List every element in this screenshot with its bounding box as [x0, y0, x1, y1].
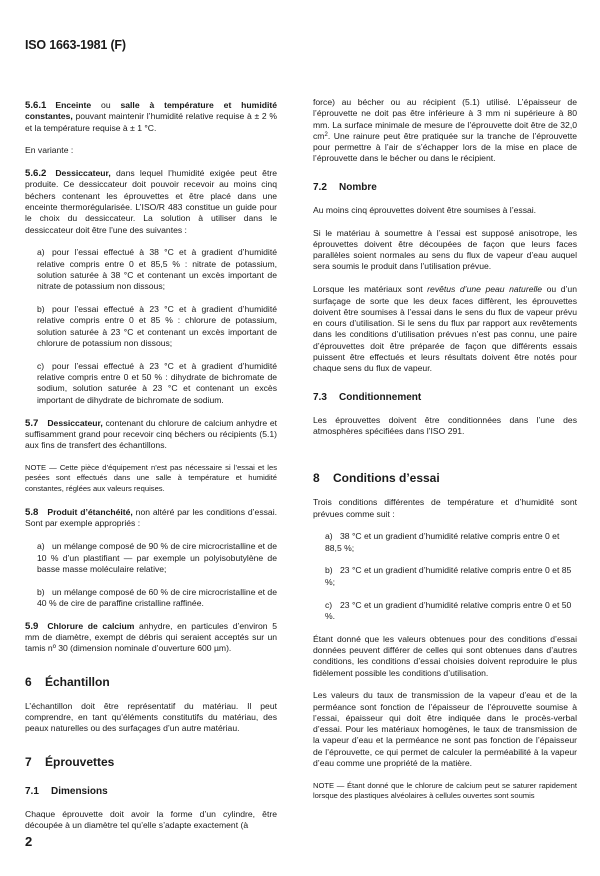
section-7-3-text: Les éprouvettes doivent être conditionnées dans l’une des atmosphères spécifiées dans l’ISO 291.: [313, 414, 577, 436]
emphasis: revêtus d’une peau naturelle: [427, 284, 543, 295]
variante-text: En variante :: [25, 145, 74, 156]
section-7-2-para-3: [313, 284, 577, 374]
item-label: c): [325, 599, 333, 610]
item-text: pour l’essai effectué à 23 °C et à gradient d’humidité relative compris entre 0 et 85 % : chlorure de potassium, solution saturée à 23 °C et contenant un excès important de chlorure de potassium non dissous;: [37, 304, 277, 349]
term: Enceinte: [55, 100, 92, 110]
section-number: 7: [25, 754, 32, 769]
clause-5-7: [25, 418, 277, 452]
item-label: b): [37, 586, 45, 597]
section-title: Éprouvettes: [45, 754, 115, 769]
subsection-number: 7.2: [313, 181, 327, 193]
item-label: a): [37, 541, 45, 552]
item-text: pour l’essai effectué à 38 °C et à gradient d’humidité relative compris entre 0 et 85,5 % : nitrate de potassium, solution saturée à 38 °C et contenant un excès important de nitrate de potassium non dissous;: [37, 247, 277, 292]
item-label: c): [37, 360, 45, 371]
clause-text: dans lequel l’humidité exigée peut être produite. Ce dessiccateur doit pouvoir recevoir au moins cinq béchers contenant les éprouvettes et être placé dans une enceinte thermorégularisée. L’ISO/R 483 constitue un guide pour le choix du dessiccateur. La solution à utiliser dans le dessiccateur doit être l’une des suivantes :: [25, 168, 277, 235]
term: Dessiccateur,: [55, 168, 111, 179]
section-heading-8: [313, 471, 577, 485]
term: Dessiccateur,: [47, 417, 103, 428]
clause-text: anhydre, en particules d’environ 5 mm de diamètre, exempt de débris qui seraient acceptés sur un tamis nº 30 (dimension nominale d’ouverture 600 µm).: [25, 620, 277, 654]
note: NOTE — Cette pièce d’équipement n’est pas nécessaire si l’essai et les pesées sont effectués dans une salle à température et humidité constantes, réglées aux valeurs requises.: [25, 462, 277, 493]
list-item: [325, 531, 577, 554]
item-label: b): [37, 304, 45, 315]
section-number: 8: [313, 471, 320, 486]
list-item: [37, 541, 277, 575]
section-7-1-text: Chaque éprouvette doit avoir la forme d’un cylindre, être découpée à un diamètre tel qu’elle s’adapte exactement (à: [25, 808, 277, 830]
item-text: un mélange composé de 60 % de cire microcristalline et de 40 % de cire de paraffine cristalline raffinée.: [37, 586, 277, 608]
subsection-number: 7.1: [25, 785, 39, 797]
note: NOTE — Étant donné que le chlorure de calcium peut se saturer rapidement lorsque des plastiques alvéolaires à cellules ouvertes sont soumis: [313, 780, 577, 801]
clause-5-6-2: [25, 168, 277, 236]
item-text: pour l’essai effectué à 23 °C et à gradient d’humidité relative compris entre 0 et 50 % : dihydrate de bichromate de sodium, solution saturée à 23 °C et contenant un excès important de dihydrate de bichromate de sodium.: [37, 360, 277, 405]
section-8-para-3: Les valeurs du taux de transmission de la vapeur d’eau et de la perméance sont fonction de l’épaisseur de l’éprouvette soumise à l’essai, épaisseur qui doit être indiquée dans le procès-verbal d’essai. Pour les matériaux homogènes, le taux de transmission de la vapeur d’eau et la perméance ne sont pas fonction de l’épaisseur de l’éprouvette, ce qui permet de calculer la perméabilité à la vapeur d’eau comme une propriété de la matière.: [313, 690, 577, 769]
section-7-2-para-1: Au moins cinq éprouvettes doivent être soumises à l’essai.: [313, 204, 537, 215]
section-6-text: L’échantillon doit être représentatif du matériau. Il peut comprendre, en tant qu’éléments constitutifs du matériau, des peaux naturelles ou des surfaçages d’un autre matériau.: [25, 700, 277, 734]
section-heading-6: [25, 675, 277, 689]
section-number: 6: [25, 674, 32, 689]
clause-number: 5.6.1: [25, 100, 47, 111]
clause-text: ou: [91, 100, 121, 110]
section-heading-7: [25, 755, 277, 769]
section-title: Échantillon: [45, 674, 110, 689]
term: Produit d’étanchéité,: [47, 507, 133, 518]
document-header: ISO 1663-1981 (F): [25, 38, 126, 52]
item-text: 23 °C et un gradient d’humidité relative compris entre 0 et 50 %.: [325, 599, 572, 621]
clause-number: 5.9: [25, 620, 39, 632]
left-column: [25, 100, 277, 843]
subsection-heading-7-2: [313, 182, 577, 194]
section-title: Conditions d’essai: [333, 471, 440, 486]
subsection-title: Dimensions: [51, 785, 108, 797]
text-part: Lorsque les matériaux sont: [313, 284, 428, 295]
list-item: [325, 565, 577, 588]
subsection-title: Nombre: [339, 181, 377, 193]
subsection-heading-7-1: [25, 786, 277, 798]
term: Chlorure de calcium: [47, 620, 135, 631]
clause-number: 5.7: [25, 417, 39, 429]
right-column: [313, 97, 577, 815]
clause-text: contenant du chlorure de calcium anhydre et suffisamment grand pour recevoir cinq béchers ou récipients (5.1) aux fins de transfert des échantillons.: [25, 417, 277, 451]
item-text: 38 °C et un gradient d’humidité relative compris entre 0 et 88,5 %;: [325, 531, 560, 553]
item-label: a): [325, 531, 333, 542]
text-part: ou d’un surfaçage de sorte que les deux faces diffèrent, les éprouvettes doivent être soumises à l’essai dans le sens du flux de vapeur prévu en cours d’utilisation. Si le sens du flux par rapport aux revêtements dans les conditions d’utilisation prévues n’est pas connu, une paire d’éprouvettes doit être préparée de façon que différents essais puissent être effectués et leurs résultats doivent être notés pour chaque sens du flux de vapeur.: [313, 284, 577, 374]
subsection-number: 7.3: [313, 391, 327, 403]
item-text: un mélange composé de 90 % de cire microcristalline et de 10 % d’un plastifiant — par exemple un polyisobutylène de basse masse moléculaire relative;: [37, 541, 277, 574]
list-item: [37, 587, 277, 610]
term: salle à température et humidité constantes,: [25, 100, 277, 122]
clause-5-9: [25, 621, 277, 655]
page-number: 2: [25, 834, 33, 849]
section-7-2-para-2: Si le matériau à soumettre à l’essai est supposé anisotrope, les éprouvettes doivent être découpées de façon que leurs faces parallèles soient normales au sens du flux de vapeur d’eau auquel sera soumis le produit dans l’utilisation prévue.: [313, 227, 577, 272]
list-item: [37, 361, 277, 406]
text-part: . Une rainure peut être pratiquée sur la tranche de l’éprouvette pour permettre à l’air de s’échapper lors de la mise en place de l’éprouvette dans le bécher ou dans le récipient.: [313, 130, 577, 164]
list-item: [37, 247, 277, 292]
clause-text: pouvant maintenir l’humidité relative requise à ± 2 % et la température requise à ± 1 °C.: [25, 111, 277, 133]
subsection-heading-7-3: [313, 392, 577, 404]
list-item: [325, 600, 577, 623]
item-text: 23 °C et un gradient d’humidité relative compris entre 0 et 85 %;: [325, 565, 572, 587]
clause-number: 5.8: [25, 507, 39, 519]
clause-text: non altéré par les conditions d’essai. Sont par exemple appropriés :: [25, 507, 278, 529]
list-item: [37, 304, 277, 349]
superscript: 2: [324, 131, 328, 138]
section-8-para-2: Étant donné que les valeurs obtenues pour des conditions d’essai données peuvent différer de celles qui sont obtenues dans d’autres conditions, les conditions d’essai choisies doivent reproduire le plus fidèlement possible les conditions d’utilisation.: [313, 633, 577, 678]
text-part: force) au bécher ou au récipient (5.1) utilisé. L’épaisseur de l’éprouvette ne doit pas être inférieure à 3 mm ni supérieure à 80 mm. La surface minimale de mesure de l’éprouvette doit être de 32,0 cm: [313, 97, 577, 141]
continued-text: [313, 97, 577, 165]
subsection-title: Conditionnement: [339, 391, 422, 403]
item-label: b): [325, 565, 333, 576]
clause-number: 5.6.2: [25, 168, 47, 180]
section-8-intro: Trois conditions différentes de température et d’humidité sont prévues comme suit :: [313, 497, 577, 519]
clause-5-6-1: [25, 100, 277, 134]
item-label: a): [37, 247, 45, 258]
clause-5-8: [25, 507, 277, 530]
